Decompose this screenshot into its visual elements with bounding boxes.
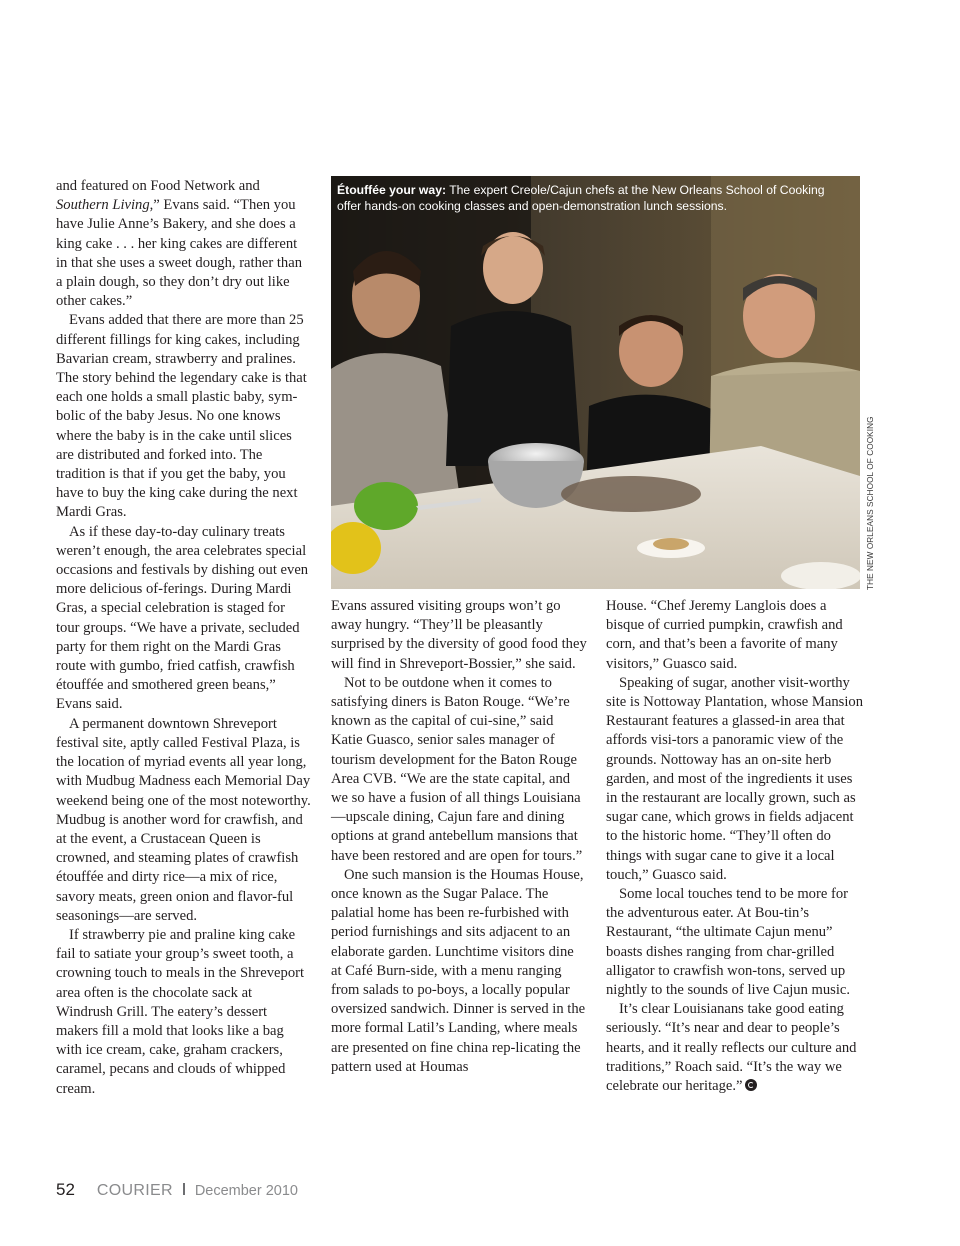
article-column-2 [331, 597, 587, 1077]
magazine-name: COURIER [96, 1182, 173, 1199]
paragraph: Not to be outdone when it comes to satisfying diners is Baton Rouge. “We’re known as the capital of cui-sine,” said Katie Guasco, senior sales manager of tourism development for the Baton Rouge Area CVB. “We are the state capital, and we so have a fusion of all things Louisiana—upscale dining, Cajun fare and dining options at grand antebellum mansions that have been restored and are open for tours.” [331, 674, 583, 864]
publication-name: Southern Living [56, 197, 150, 214]
paragraph: Evans added that there are more than 25 different fillings for king cakes, including Bavarian cream, strawberry and pralines. The story behind the legendary cake is that each one holds a small plastic baby, sym-bolic of the baby Jesus. No one knows where the baby is in the cake until slices are distributed and forked into. The tradition is that if you get the baby, you have to buy the king cake during the next Mardi Gras. [56, 312, 307, 521]
cooking-class-photo [331, 176, 860, 589]
paragraph: Speaking of sugar, another visit-worthy site is Nottoway Plantation, whose Mansion Restaurant features a glassed-in area that affords visi-tors a panoramic view of the grounds. Nottoway has an on-site herb garden, and most of the ingredients it uses in the restaurant are locally grown, such as sugar cane, which grows in fields adjacent to the historic home. “They’ll often do things with sugar cane to give it a local touch,” Guasco said. [606, 674, 863, 883]
end-of-article-icon [745, 1079, 757, 1091]
footer-divider [183, 1183, 185, 1195]
page-footer [56, 1180, 298, 1200]
paragraph: House. “Chef Jeremy Langlois does a bisque of curried pumpkin, crawfish and corn, and that’s been a favorite of many visitors,” Guasco said. [606, 598, 843, 672]
caption-lead: Étouffée your way: [337, 183, 447, 197]
issue-date: December 2010 [194, 1183, 298, 1199]
paragraph: As if these day-to-day culinary treats weren’t enough, the area celebrates special occasions and festivals by dishing out even more delicious of-ferings. During Mardi Gras, a special celebration is staged for tour groups. “We have a private, secluded party for them right on the Mardi Gras route with gumbo, fried catfish, crawfish étouffée and smothered green beans,” Evans said. [56, 523, 309, 713]
paragraph: If strawberry pie and praline king cake fail to satiate your group’s sweet tooth, a crowning touch to meals in the Shreveport area often is the chocolate sack at Windrush Grill. The eatery’s dessert makers fill a mold that looks like a bag with ice cream, cake, graham crackers, caramel, pecans and clouds of whipped cream. [56, 926, 305, 1097]
paragraph: One such mansion is the Houmas House, once known as the Sugar Palace. The palatial home has been re-furbished with period furnishings and sits adjacent to an elaborate garden. Lunchtime visitors dine at Café Burn-side, with a menu ranging from salads to po-boys, a locally popular oversized sandwich. Dinner is served in the more formal Latil’s Landing, where meals are presented on fine china rep-licating the pattern used at Houmas [331, 866, 586, 1075]
page-number: 52 [56, 1180, 75, 1199]
photo-caption [337, 182, 850, 214]
paragraph: Some local touches tend to be more for the adventurous eater. At Bou-tin’s Restaurant, “the ultimate Cajun menu” boasts dishes ranging from char-grilled alligator to crawfish won-tons, served up nightly to the sounds of live Cajun music. [606, 886, 851, 999]
photo-illustration [331, 176, 860, 589]
paragraph: Evans assured visiting groups won’t go away hungry. “They’ll be pleasantly surprised by the diversity of good food they will find in Shreveport-Bossier,” she said. [331, 598, 587, 672]
paragraph: and featured on Food Network and Southern Living,” Evans said. “Then you have Julie Anne’s Bakery, and she does a king cake . . . her king cakes are different in that she uses a sweet dough, rather than a plain dough, so they don’t dry out like other cakes.” [56, 178, 302, 310]
article-column-1 [56, 177, 312, 1099]
photo-credit: THE NEW ORLEANS SCHOOL OF COOKING [866, 416, 875, 590]
article-column-3 [606, 597, 864, 1096]
closing-text: It’s clear Louisianans take good eating seriously. “It’s near and dear to people’s hearts, and it really reflects our culture and traditions,” Roach said. “It’s the way we celebrate our heritage.” [606, 1001, 857, 1095]
caption-text: The expert Creole/Cajun chefs at the New Orleans School of Cooking offer hands-on cooking classes and open-demonstration lunch sessions. [337, 183, 825, 213]
paragraph: A permanent downtown Shreveport festival site, aptly called Festival Plaza, is the location of myriad events all year long, with Mudbug Madness each Memorial Day weekend being one of the most noteworthy. Mudbug is another word for crawfish, and at the event, a Crustacean Queen is crowned, and steaming plates of crawfish étouffée and dirty rice—a mix of rice, savory meats, green onion and flavor-ful seasonings—are served. [56, 715, 311, 924]
paragraph [606, 1000, 864, 1096]
